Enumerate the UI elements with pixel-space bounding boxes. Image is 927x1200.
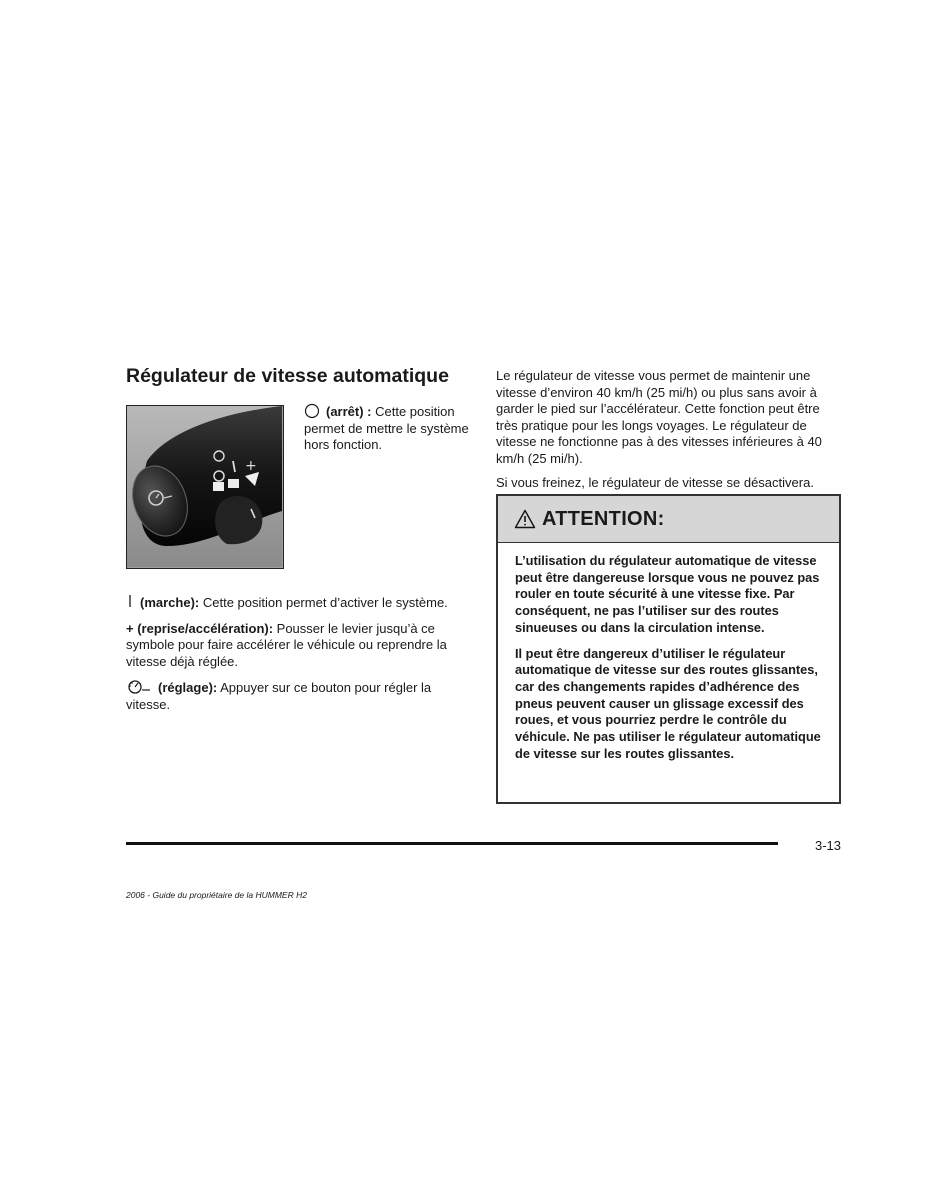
marche-description (126, 594, 478, 612)
attention-paragraph-2: Il peut être dangereux d’utiliser le régulateur automatique de vitesse sur des routes glissantes, car des changements rapides d’adhérence des pneus peuvent causer un glissage excessif des roues, et vous pourriez perdre le contrôle du véhicule. Ne pas utiliser le régulateur automatique de vitesse sur les routes glissantes. (515, 645, 821, 761)
intro-paragraph-1: Le régulateur de vitesse vous permet de maintenir une vitesse d’environ 40 km/h (25 mi/h) ou plus sans avoir à garder le pied sur l’accélérateur. Cette fonction peut être très pratique pour les longs voyages. Le régulateur de vitesse ne fonctionne pas à des vitesses inférieures à 40 km/h (25 mi/h). (496, 368, 822, 466)
attention-paragraph-1: L’utilisation du régulateur automatique de vitesse peut être dangereuse lorsque vous ne pouvez pas rouler en toute sécurité à une vitesse fixe. Par conséquent, ne pas l’utiliser sur des routes sinueuses ou dans la circulation intense. (515, 553, 820, 635)
footer-rule (126, 842, 778, 845)
attention-body (498, 543, 839, 762)
reprise-text: Pousser le levier jusqu’à ce symbole pour faire accélérer le véhicule ou reprendre la vitesse déjà réglée. (126, 620, 447, 669)
reprise-label: + (reprise/accélération): (126, 620, 274, 636)
intro-paragraph-2: Si vous freinez, le régulateur de vitesse se désactivera. (496, 475, 814, 490)
warning-triangle-icon (514, 509, 536, 529)
reglage-description (126, 679, 478, 713)
marche-label: (marche): (140, 595, 200, 610)
off-circle-icon (304, 403, 320, 419)
attention-box (496, 494, 841, 804)
cruise-control-stalk-photo (126, 405, 284, 569)
arret-description (304, 403, 484, 454)
on-bar-icon (126, 594, 134, 610)
arret-text: Cette position permet de mettre le système hors fonction. (304, 404, 469, 452)
svg-text:+: + (245, 458, 257, 474)
reglage-text: Appuyer sur ce bouton pour régler la vitesse. (126, 680, 432, 712)
footer-caption: 2006 - Guide du propriétaire de la HUMMER H2 (126, 890, 307, 900)
reprise-description (126, 621, 478, 671)
arret-label: (arrêt) : (326, 404, 372, 419)
page-number: 3-13 (815, 838, 842, 853)
attention-header (498, 496, 839, 543)
marche-text: Cette position permet d’activer le système. (199, 595, 448, 610)
attention-heading: ATTENTION: (542, 507, 665, 530)
section-title: Régulateur de vitesse automatique (126, 365, 449, 387)
left-column (126, 594, 478, 722)
reglage-label: (réglage): (158, 680, 218, 695)
right-column (496, 368, 841, 500)
set-speedometer-icon (126, 679, 152, 695)
